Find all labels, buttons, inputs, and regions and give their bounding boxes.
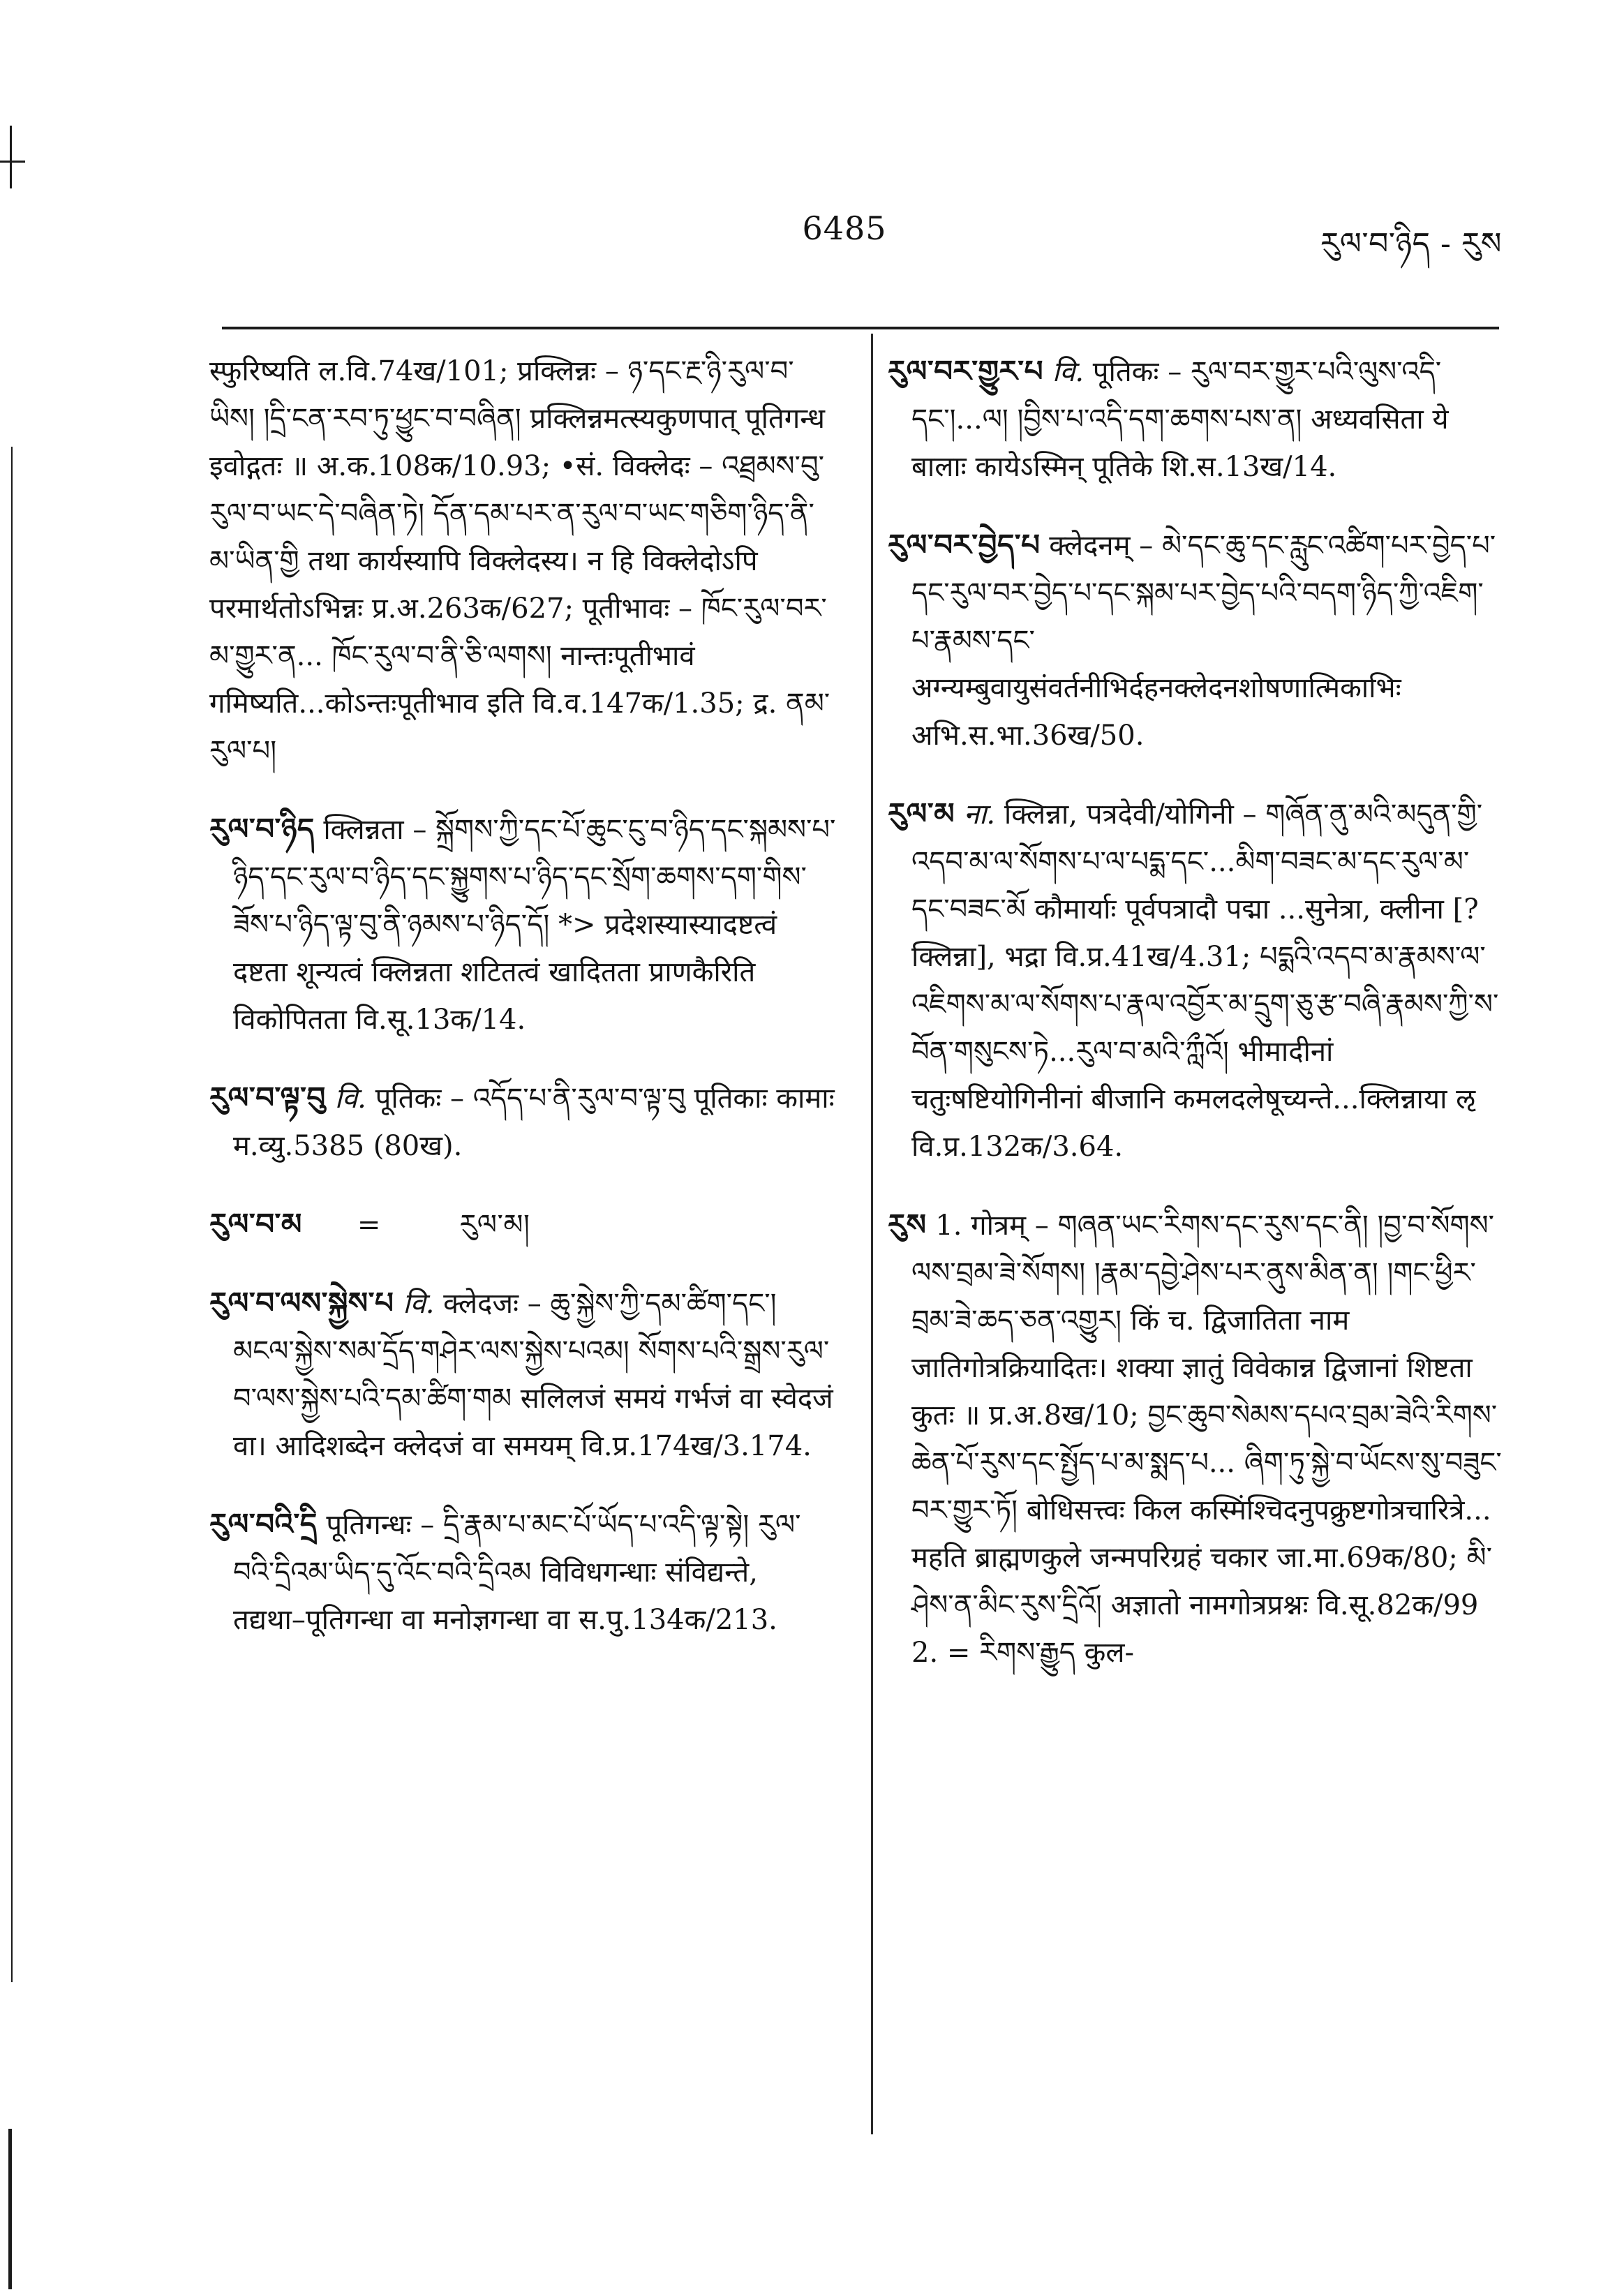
dictionary-entry <box>209 1200 837 1249</box>
running-head: རུལ་བ་ཉིད - རུས <box>1320 226 1502 262</box>
entry-text: पूतिगन्धः – དྲི་རྣམ་པ་མང་པོ་ཡོད་པ་འདི་ལྟ་སྟེ། རུལ་བའི་དྲིའམ་ཡིད་དུ་འོང་བའི་དྲིའམ विविधगन्धाः संविद्यन्ते, तद्यथा–पूतिगन्धा वा मनोज्ञगन्धा वा स.पु.134क/213. <box>233 1509 801 1636</box>
entry-grammar: वि. <box>1052 356 1085 388</box>
entry-grammar: ना. <box>963 798 996 831</box>
dictionary-entry <box>888 521 1502 759</box>
entry-headword: རུལ་བ་མ <box>209 1207 302 1241</box>
right-column <box>888 348 1502 1707</box>
column-divider <box>871 334 873 2134</box>
entry-headword: རུལ་བར་བྱེད་པ <box>888 528 1041 562</box>
header-rule <box>222 327 1499 329</box>
entry-headword: རུལ་བ་ལྟ་བུ <box>209 1080 326 1115</box>
dictionary-entry <box>209 1501 837 1644</box>
dictionary-entry <box>888 1201 1502 1676</box>
equals-sign: = <box>357 1209 381 1241</box>
entry-grammar: वि. <box>403 1288 435 1320</box>
dictionary-entry <box>209 1074 837 1170</box>
entry-headword: རུལ་བ་ཉིད <box>209 812 315 846</box>
left-column <box>209 348 837 1674</box>
entry-text: क्लेदजः – ཆུ་སྐྱེས་ཀྱི་དམ་ཚིག་དང་། མངལ་སྐྱེས་སམ་དྲོད་གཤེར་ལས་སྐྱེས་པའམ། སོགས་པའི་སྒྲས་རུལ་བ་ལས་སྐྱེས་པའི་དམ་ཚིག་གམ सलिलजं समयं गर्भजं वा स्वेदजं वा। आदिशब्देन क्लेदजं वा समयम् वि.प्र.174ख/3.174. <box>233 1288 833 1462</box>
dictionary-entry <box>888 790 1502 1170</box>
entry-headword: རུལ་བ་ལས་སྐྱེས་པ <box>209 1286 394 1320</box>
entry-text: पूतिकः – འདོད་པ་ནི་རུལ་བ་ལྟ་བུ पूतिकाः कामाः म.व्यु.5385 (80ख). <box>233 1083 835 1162</box>
entry-text: 1. गोत्रम् – གཞན་ཡང་རིགས་དང་རུས་དང་ནི། །བྱ་བ་སོགས་ལས་བྲམ་ཟེ་སོགས། །རྣམ་དབྱེ་ཤེས་པར་ནུས་མིན་ན། །གང་ཕྱིར་བྲམ་ཟེ་ཆད་ཅན་འགྱུར། किं च. द्विजातिता नाम जातिगोत्रक्रियादितः। शक्या ज्ञातुं विवेकान्न द्विजानां शिष्टता कुतः ॥ प्र.अ.8ख/10; བྱང་ཆུབ་སེམས་དཔའ་བྲམ་ཟེའི་རིགས་ཆེན་པོ་རུས་དང་སྤྱོད་པ་མ་སྨད་པ... ཞིག་ཏུ་སྐྱེ་བ་ཡོངས་སུ་བཟུང་བར་གྱུར་ཏོ། बोधिसत्त्वः किल कस्मिंश्चिदनुपक्रुष्टगोत्रचारित्रे... महति ब्राह्मणकुले जन्मपरिग्रहं चकार जा.मा.69क/80; མི་ཤེས་ན་མིང་རུས་དྲིའོ། अज्ञातो नामगोत्रप्रश्नः वि.सू.82क/99 2. = རིགས་རྒྱུད कुल- <box>911 1210 1502 1669</box>
entry-text: पूतिकः – རུལ་བར་གྱུར་པའི་ལུས་འདི་དང་།...ལ། །བྱིས་པ་འདི་དག་ཆགས་པས་ན། अध्यवसिता ये बालाः कायेऽस्मिन् पूतिके शि.स.13ख/14. <box>911 356 1449 483</box>
entry-text: स्फुरिष्यति ल.वि.74ख/101; प्रक्लिन्नः – ཉ་དང་རྔ་ཉི་རུལ་བ་ཡིས། །དྲི་ངན་རབ་ཏུ་ཕྱུང་བ་བཞིན། प्रक्लिन्नमत्स्यकुणपात् पूतिगन्ध इवोद्गतः ॥ अ.क.108क/10.93; •सं. विक्लेदः – འཐྲམས་བུ་རུལ་བ་ཡང་དེ་བཞིན་ཏེ། དོན་དམ་པར་ན་རུལ་བ་ཡང་གཅིག་ཉིད་ནི་མ་ཡིན་གྱི तथा कार्यस्यापि विक्लेदस्य। न हि विक्लेदोऽपि परमार्थतोऽभिन्नः प्र.अ.263क/627; पूतीभावः – ཁོང་རུལ་བར་མ་གྱུར་ན... ཁོང་རུལ་བ་ནི་ཅི་ལགས། नान्तःपूतीभावं गमिष्यति...कोऽन्तःपूतीभाव इति वि.व.147क/1.35; द्र. ནམ་རུལ་པ། <box>209 355 830 767</box>
margin-tick-top-h <box>0 161 25 163</box>
entry-text: རུལ་མ། <box>459 1209 530 1241</box>
margin-tick-top <box>10 126 12 188</box>
entry-text: क्लिन्नता – སྐྲོགས་ཀྱི་དང་པོ་ཆུང་ངུ་བ་ཉིད་དང་སྐམས་པ་ཉིད་དང་རུལ་བ་ཉིད་དང་སྐྱུགས་པ་ཉིད་དང་སྲོག་ཆགས་དག་གིས་ཟོས་པ་ཉིད་ལྟ་བུ་ནི་ཉམས་པ་ཉིད་དོ། *> प्रदेशस्यास्यादष्टत्वं दष्टता शून्यत्वं क्लिन्नता शटितत्वं खादितता प्राणकैरिति विकोपितता वि.सू.13क/14. <box>233 814 836 1036</box>
entry-headword: རུས <box>888 1207 927 1242</box>
margin-tick-bottom <box>8 2129 12 2289</box>
entry-text: क्लेदनम् – མེ་དང་ཆུ་དང་རླུང་འཚིག་པར་བྱེད་པ་དང་རུལ་བར་བྱེད་པ་དང་སྐམ་པར་བྱེད་པའི་བདག་ཉིད་ཀྱི་འཇིག་པ་རྣམས་དང་ अग्न्यम्बुवायुसंवर्तनीभिर्दहनक्लेदनशोषणात्मिकाभिः अभि.स.भा.36ख/50. <box>911 530 1496 752</box>
dictionary-entry <box>209 1279 837 1470</box>
dictionary-entry-continued <box>209 348 837 775</box>
dictionary-entry <box>888 348 1502 491</box>
margin-tick-mid <box>11 447 13 1982</box>
entry-text: क्लिन्ना, पत्रदेवी/योगिनी – གཞོན་ནུ་མའི་མདུན་གྱི་འདབ་མ་ལ་སོགས་པ་ལ་པདྨ་དང་...མིག་བཟང་མ་དང་རུལ་མ་དང་བཟང་མོ कौमार्याः पूर्वपत्रादौ पद्मा ...सुनेत्रा, क्लीना [? क्लिन्ना], भद्रा वि.प्र.41ख/4.31; པདྨའི་འདབ་མ་རྣམས་ལ་འཇིགས་མ་ལ་སོགས་པ་རྣལ་འབྱོར་མ་དྲུག་ཅུ་རྩ་བཞི་རྣམས་ཀྱི་ས་བོན་གསུངས་ཏེ...རུལ་བ་མའི་ཀླྀའོ། भीमादीनां चतुःषष्टियोगिनीनां बीजानि कमलदलेषूच्यन्ते...क्लिन्नाया ऌ वि.प्र.132क/3.64. <box>911 798 1499 1163</box>
entry-grammar: वि. <box>334 1083 366 1115</box>
dictionary-entry <box>209 805 837 1043</box>
page-number: 6485 <box>802 209 887 247</box>
entry-headword: རུལ་མ <box>888 796 955 831</box>
entry-headword: རུལ་བར་གྱུར་པ <box>888 354 1044 388</box>
entry-headword: རུལ་བའི་དྲི <box>209 1507 318 1541</box>
